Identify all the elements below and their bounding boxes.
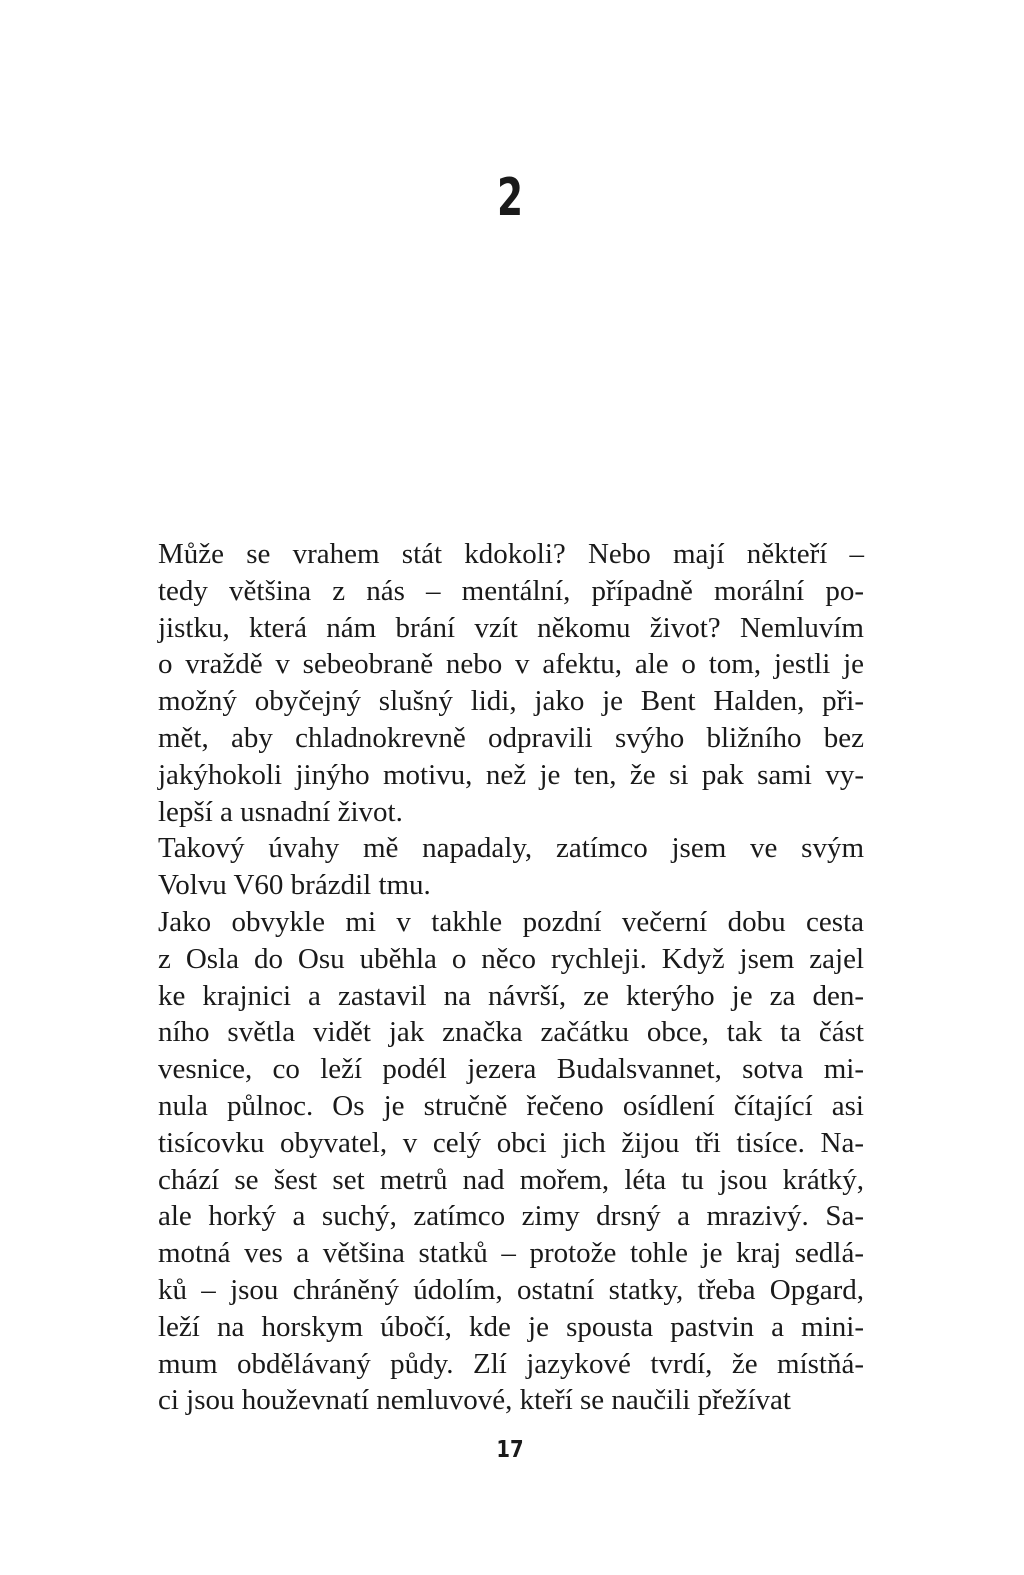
text-line: ků – jsou chráněný údolím, ostatní statky, třeba Opgard, bbox=[158, 1273, 864, 1306]
text-line: ci jsou houževnatí nemluvové, kteří se naučili přežívat bbox=[158, 1384, 791, 1417]
text-line: jistku, která nám brání vzít někomu život? Nemluvím bbox=[158, 611, 864, 644]
text-line: možný obyčejný slušný lidi, jako je Bent Halden, při- bbox=[158, 685, 864, 718]
text-line: nula půlnoc. Os je stručně řečeno osídlení čítající asi bbox=[158, 1089, 864, 1122]
text-line: ního světla vidět jak značka začátku obce, tak ta část bbox=[158, 1016, 864, 1049]
text-line: mum obdělávaný půdy. Zlí jazykové tvrdí, že místňá- bbox=[158, 1347, 864, 1380]
paragraph bbox=[158, 830, 864, 904]
text-line: Volvu V60 brázdil tmu. bbox=[158, 869, 431, 902]
text-line: leží na horskym úbočí, kde je spousta pastvin a mini- bbox=[158, 1310, 864, 1343]
text-line: tisícovku obyvatel, v celý obci jich žijou tři tisíce. Na- bbox=[158, 1126, 864, 1159]
text-line: lepší a usnadní život. bbox=[158, 795, 403, 828]
text-line: tedy většina z nás – mentální, případně morální po- bbox=[158, 574, 864, 607]
text-line: ale horký a suchý, zatímco zimy drsný a mrazivý. Sa- bbox=[158, 1200, 864, 1233]
text-line: mět, aby chladnokrevně odpravili svýho bližního bez bbox=[158, 721, 864, 754]
chapter-number: 2 bbox=[496, 168, 524, 228]
text-line: motná ves a většina statků – protože tohle je kraj sedlá- bbox=[158, 1237, 864, 1270]
text-line: chází se šest set metrů nad mořem, léta tu jsou krátký, bbox=[158, 1163, 864, 1196]
paragraph bbox=[158, 904, 864, 1419]
text-line: Takový úvahy mě napadaly, zatímco jsem ve svým bbox=[158, 832, 864, 865]
text-line: vesnice, co leží podél jezera Budalsvannet, sotva mi- bbox=[158, 1053, 864, 1086]
text-line: jakýhokoli jinýho motivu, než je ten, že si pak sami vy- bbox=[158, 758, 864, 791]
text-line: o vraždě v sebeobraně nebo v afektu, ale o tom, jestli je bbox=[158, 648, 864, 681]
text-line: z Osla do Osu uběhla o něco rychleji. Když jsem zajel bbox=[158, 942, 864, 975]
paragraph bbox=[158, 536, 864, 830]
body-text bbox=[158, 536, 864, 1419]
page-number: 17 bbox=[496, 1437, 524, 1463]
text-line: ke krajnici a zastavil na návrší, ze kterýho je za den- bbox=[158, 979, 864, 1012]
text-line: Jako obvykle mi v takhle pozdní večerní dobu cesta bbox=[158, 905, 864, 938]
text-line: Může se vrahem stát kdokoli? Nebo mají někteří – bbox=[158, 538, 864, 570]
